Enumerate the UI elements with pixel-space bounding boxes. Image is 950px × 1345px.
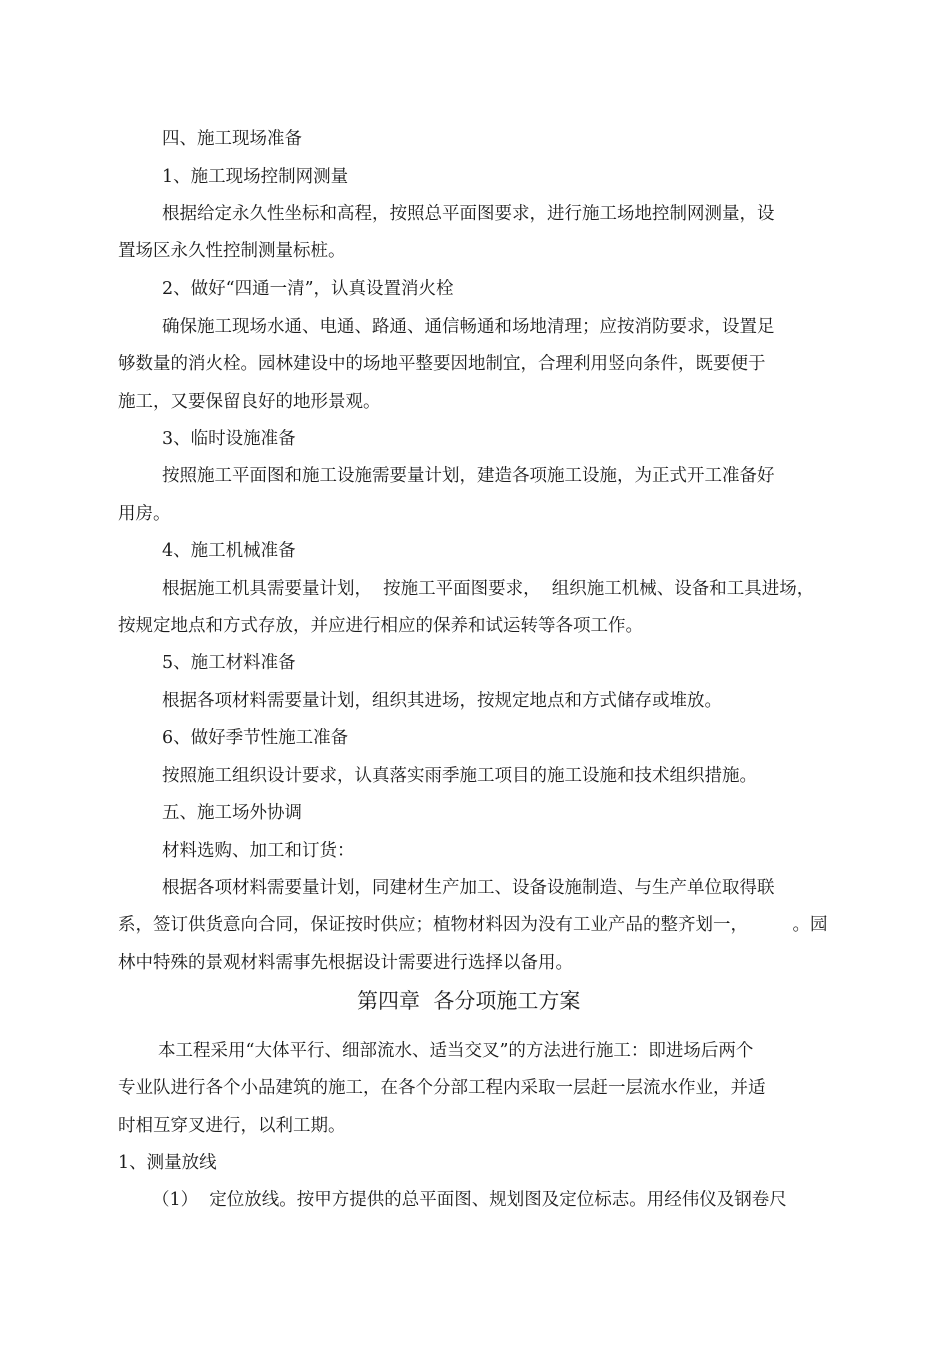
paragraph-line: 专业队进行各个小品建筑的施工，在各个分部工程内采取一层赶一层流水作业，并适 [118,1078,766,1098]
paragraph-line: 按照施工平面图和施工设施需要量计划，建造各项施工设施，为正式开工准备好 [162,466,775,486]
subheading-materials: 材料选购、加工和订货： [162,841,355,861]
paragraph-line: 时相互穿叉进行，以利工期。 [118,1116,346,1136]
paragraph-line: 系，签订供货意向合同，保证按时供应；植物材料因为没有工业产品的整齐划一， 。园 [118,915,828,935]
subheading-2: 2、做好“四通一清”，认真设置消火栓 [162,279,454,299]
section-heading-5: 五、施工场外协调 [162,803,302,823]
paragraph-line: 本工程采用“大体平行、细部流水、适当交叉”的方法进行施工：即进场后两个 [158,1041,754,1061]
paragraph-line: 根据各项材料需要量计划，同建材生产加工、设备设施制造、与生产单位取得联 [162,878,775,898]
chapter-title: 第四章 各分项施工方案 [357,989,581,1013]
subheading-3: 3、临时设施准备 [162,429,296,449]
paragraph-line: 根据给定永久性坐标和高程，按照总平面图要求，进行施工场地控制网测量，设 [162,204,775,224]
paragraph-line: 林中特殊的景观材料需事先根据设计需要进行选择以备用。 [118,953,573,973]
subheading-1: 1、施工现场控制网测量 [162,167,349,187]
paragraph-line: 按规定地点和方式存放，并应进行相应的保养和试运转等各项工作。 [118,616,643,636]
subheading-4: 4、施工机械准备 [162,541,296,561]
paragraph-line: 施工，又要保留良好的地形景观。 [118,392,381,412]
paragraph-line: 够数量的消火栓。园林建设中的场地平整要因地制宜，合理利用竖向条件，既要便于 [118,354,766,374]
paragraph-line: 置场区永久性控制测量标桩。 [118,241,346,261]
section-heading-4: 四、施工现场准备 [162,129,302,149]
paragraph-line: 用房。 [118,504,171,524]
paragraph-line: （1） 定位放线。按甲方提供的总平面图、规划图及定位标志。用经伟仪及钢卷尺 [152,1190,787,1210]
subheading-6: 6、做好季节性施工准备 [162,728,349,748]
paragraph-line: 根据施工机具需要量计划， 按施工平面图要求， 组织施工机械、设备和工具进场， [162,579,815,599]
subheading-5: 5、施工材料准备 [162,653,296,673]
paragraph-line: 按照施工组织设计要求，认真落实雨季施工项目的施工设施和技术组织措施。 [162,766,757,786]
paragraph-line: 根据各项材料需要量计划，组织其进场，按规定地点和方式储存或堆放。 [162,691,722,711]
subheading-survey: 1、测量放线 [118,1153,217,1173]
paragraph-line: 确保施工现场水通、电通、路通、通信畅通和场地清理；应按消防要求，设置足 [162,317,775,337]
